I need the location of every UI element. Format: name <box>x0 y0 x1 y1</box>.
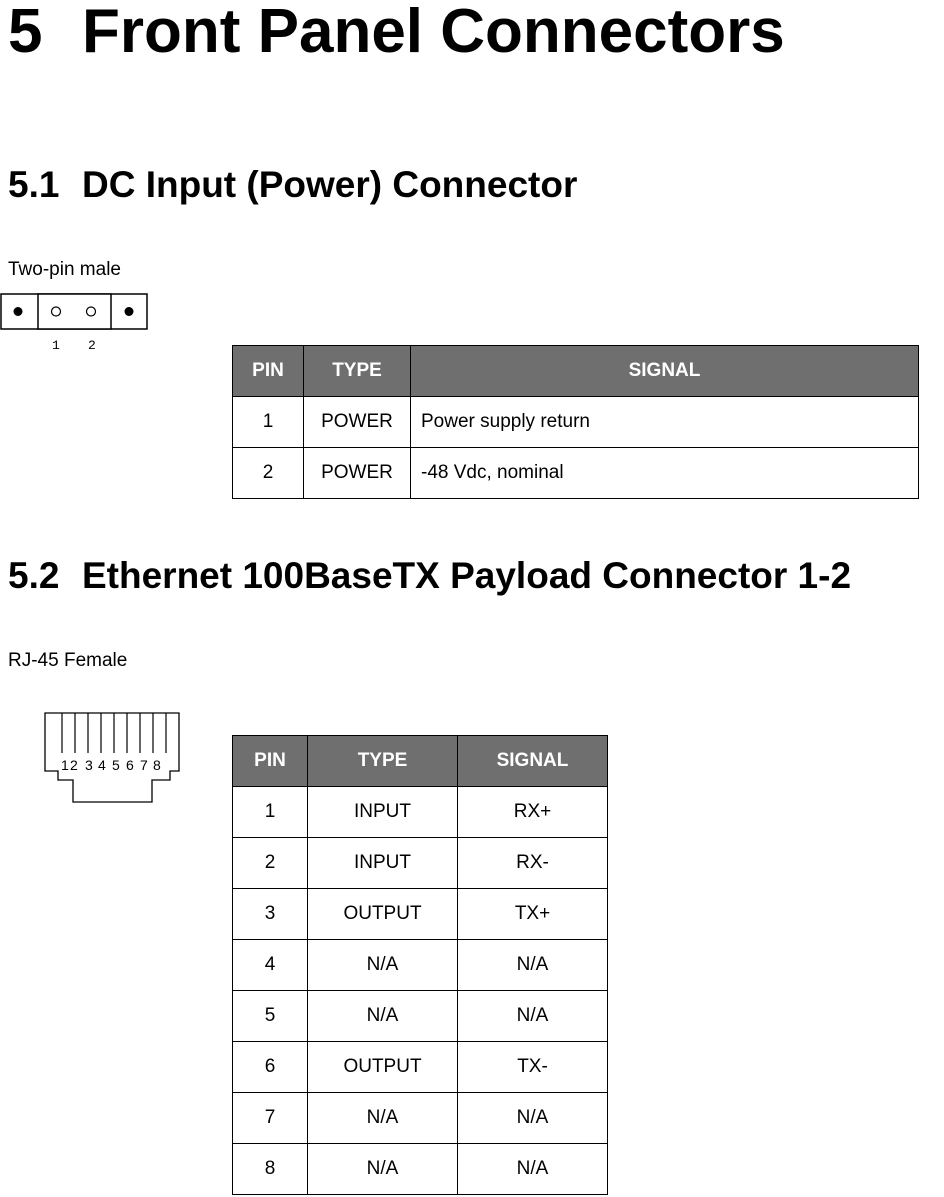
table-row <box>233 787 608 838</box>
signal-cell: RX- <box>458 838 608 889</box>
pin-cell: 3 <box>233 889 308 940</box>
signal-cell: N/A <box>458 991 608 1042</box>
pin-cell: 5 <box>233 991 308 1042</box>
type-cell: INPUT <box>308 838 458 889</box>
table-row <box>233 889 608 940</box>
signal-cell: TX- <box>458 1042 608 1093</box>
type-cell: POWER <box>304 448 411 499</box>
pin-cell: 7 <box>233 1093 308 1144</box>
two-pin-connector-diagram <box>0 292 150 354</box>
rj45-pin-label: 4 <box>98 757 106 773</box>
signal-cell: -48 Vdc, nominal <box>411 448 919 499</box>
rj45-pin-label: 2 <box>70 757 78 773</box>
column-header-signal: SIGNAL <box>458 736 608 787</box>
pin-cell: 2 <box>233 838 308 889</box>
pin-label-2: 2 <box>88 338 96 353</box>
section-number: 5.2 <box>8 555 60 596</box>
type-cell: N/A <box>308 1093 458 1144</box>
rj45-pin-label: 3 <box>85 757 93 773</box>
column-header-pin: PIN <box>233 736 308 787</box>
type-cell: OUTPUT <box>308 1042 458 1093</box>
type-cell: POWER <box>304 397 411 448</box>
chapter-title: Front Panel Connectors <box>82 0 785 66</box>
signal-cell: Power supply return <box>411 397 919 448</box>
table-row <box>233 940 608 991</box>
type-cell: OUTPUT <box>308 889 458 940</box>
rj45-pin-label: 1 <box>61 757 69 773</box>
signal-cell: N/A <box>458 1093 608 1144</box>
connector-caption-rj45: RJ-45 Female <box>8 650 128 671</box>
pin-cell: 1 <box>233 397 304 448</box>
pin-cell: 1 <box>233 787 308 838</box>
signal-cell: RX+ <box>458 787 608 838</box>
signal-cell: N/A <box>458 1144 608 1195</box>
connector-inner-housing <box>38 294 111 329</box>
dc-input-pin-table <box>232 345 919 499</box>
pin-cell: 8 <box>233 1144 308 1195</box>
mount-hole-left <box>14 307 23 316</box>
section-heading-ethernet <box>8 556 851 596</box>
signal-cell: TX+ <box>458 889 608 940</box>
pin-cell: 6 <box>233 1042 308 1093</box>
type-cell: N/A <box>308 940 458 991</box>
section-title: Ethernet 100BaseTX Payload Connector 1-2 <box>82 555 852 596</box>
section-title: DC Input (Power) Connector <box>82 164 578 205</box>
column-header-signal: SIGNAL <box>411 346 919 397</box>
type-cell: N/A <box>308 1144 458 1195</box>
signal-cell: N/A <box>458 940 608 991</box>
table-row <box>233 397 919 448</box>
column-header-type: TYPE <box>304 346 411 397</box>
rj45-pin-label: 8 <box>153 757 161 773</box>
table-row <box>233 991 608 1042</box>
rj45-pin-label: 7 <box>140 757 148 773</box>
column-header-type: TYPE <box>308 736 458 787</box>
table-row <box>233 838 608 889</box>
pin-cell: 2 <box>233 448 304 499</box>
mount-hole-right <box>125 307 134 316</box>
pin-label-1: 1 <box>52 338 60 353</box>
chapter-heading <box>8 0 785 64</box>
chapter-number: 5 <box>8 0 43 66</box>
table-row <box>233 1042 608 1093</box>
connector-caption-two-pin: Two-pin male <box>8 259 121 280</box>
table-header-row <box>233 736 608 787</box>
pin-cell: 4 <box>233 940 308 991</box>
pin-1-circle <box>52 307 61 316</box>
column-header-pin: PIN <box>233 346 304 397</box>
rj45-connector-diagram <box>40 708 185 808</box>
section-number: 5.1 <box>8 164 60 205</box>
table-header-row <box>233 346 919 397</box>
table-row <box>233 448 919 499</box>
rj45-pin-label: 5 <box>112 757 120 773</box>
ethernet-pin-table <box>232 735 608 1195</box>
type-cell: INPUT <box>308 787 458 838</box>
table-row <box>233 1144 608 1195</box>
pin-2-circle <box>87 307 96 316</box>
section-heading-dc-input <box>8 165 577 205</box>
rj45-pin-label: 6 <box>126 757 134 773</box>
table-row <box>233 1093 608 1144</box>
type-cell: N/A <box>308 991 458 1042</box>
